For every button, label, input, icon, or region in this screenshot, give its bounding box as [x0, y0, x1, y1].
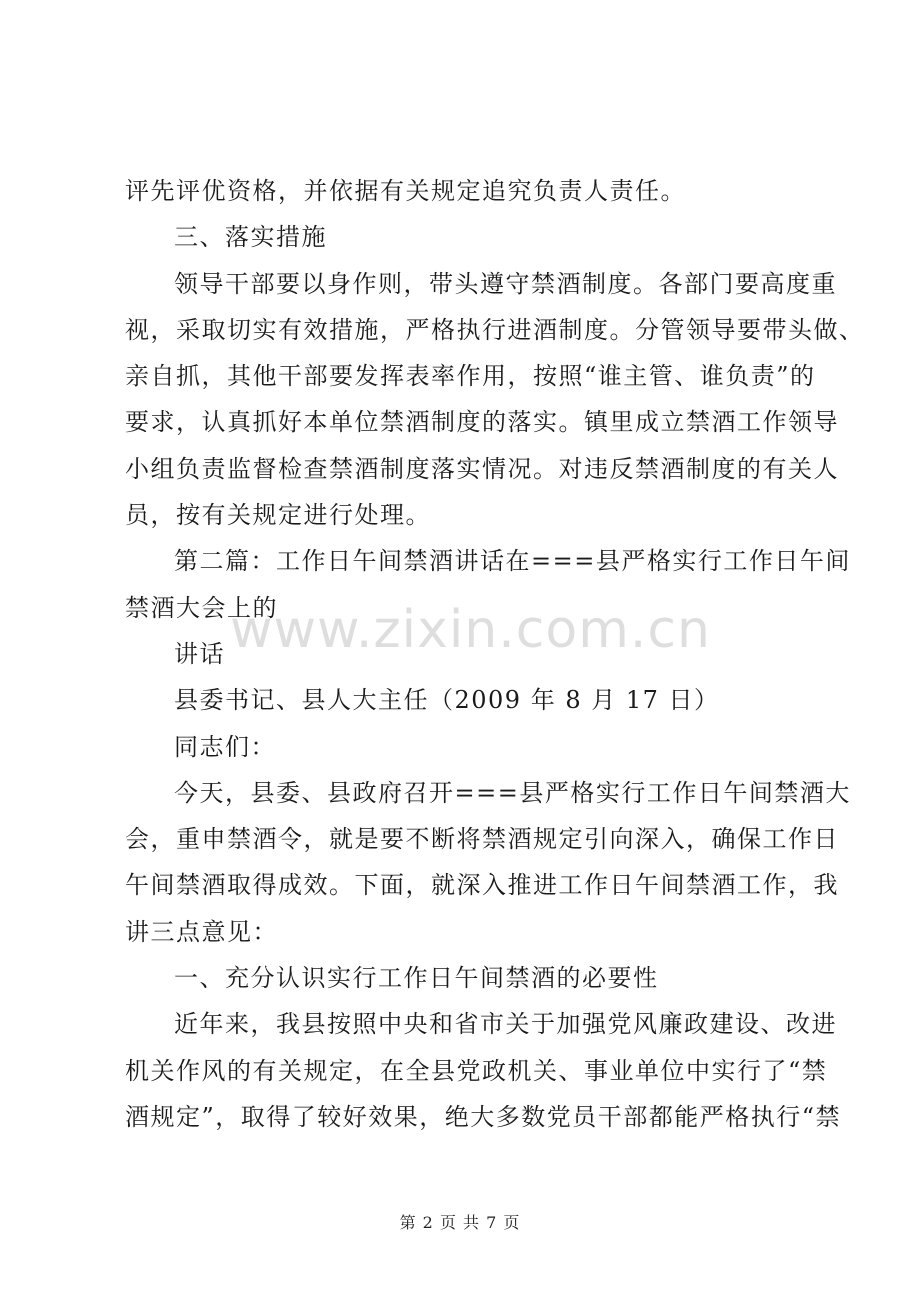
- text-line: 员，按有关规定进行处理。: [125, 501, 431, 530]
- text-line: 第二篇：工作日午间禁酒讲话在===县严格实行工作日午间: [174, 547, 851, 576]
- text-line: 三、落实措施: [174, 223, 327, 252]
- text-line: 同志们：: [174, 732, 276, 761]
- text-line: 酒规定”，取得了较好效果，绝大多数党员干部都能严格执行“禁: [125, 1102, 842, 1131]
- text-line: 要求，认真抓好本单位禁酒制度的落实。镇里成立禁酒工作领导: [125, 408, 839, 437]
- text-line: 一、充分认识实行工作日午间禁酒的必要性: [174, 964, 659, 993]
- text-line: 亲自抓，其他干部要发挥表率作用，按照“谁主管、谁负责”的: [125, 362, 816, 391]
- text-line: 评先评优资格，并依据有关规定追究负责人责任。: [125, 177, 686, 205]
- page-footer: 第 2 页 共 7 页: [399, 1213, 521, 1232]
- text-line: 禁酒大会上的: [125, 593, 278, 622]
- text-line: 领导干部要以身作则，带头遵守禁酒制度。各部门要高度重: [174, 269, 837, 298]
- text-line: 讲话: [174, 639, 225, 668]
- text-line: 午间禁酒取得成效。下面，就深入推进工作日午间禁酒工作，我: [125, 871, 839, 900]
- watermark: www.zixin.com.cn: [230, 600, 711, 660]
- text-line: 县委书记、县人大主任（2009 年 8 月 17 日）: [174, 686, 720, 715]
- text-line: 机关作风的有关规定，在全县党政机关、事业单位中实行了“禁: [125, 1056, 828, 1085]
- text-line: 近年来，我县按照中央和省市关于加强党风廉政建设、改进: [174, 1010, 837, 1039]
- text-line: 会，重申禁酒令，就是要不断将禁酒规定引向深入，确保工作日: [125, 825, 839, 854]
- text-line: 小组负责监督检查禁酒制度落实情况。对违反禁酒制度的有关人: [125, 454, 839, 483]
- text-line: 今天，县委、县政府召开===县严格实行工作日午间禁酒大: [174, 778, 851, 807]
- text-line: 视，采取切实有效措施，严格执行进酒制度。分管领导要带头做、: [125, 315, 865, 344]
- text-line: 讲三点意见：: [125, 917, 278, 946]
